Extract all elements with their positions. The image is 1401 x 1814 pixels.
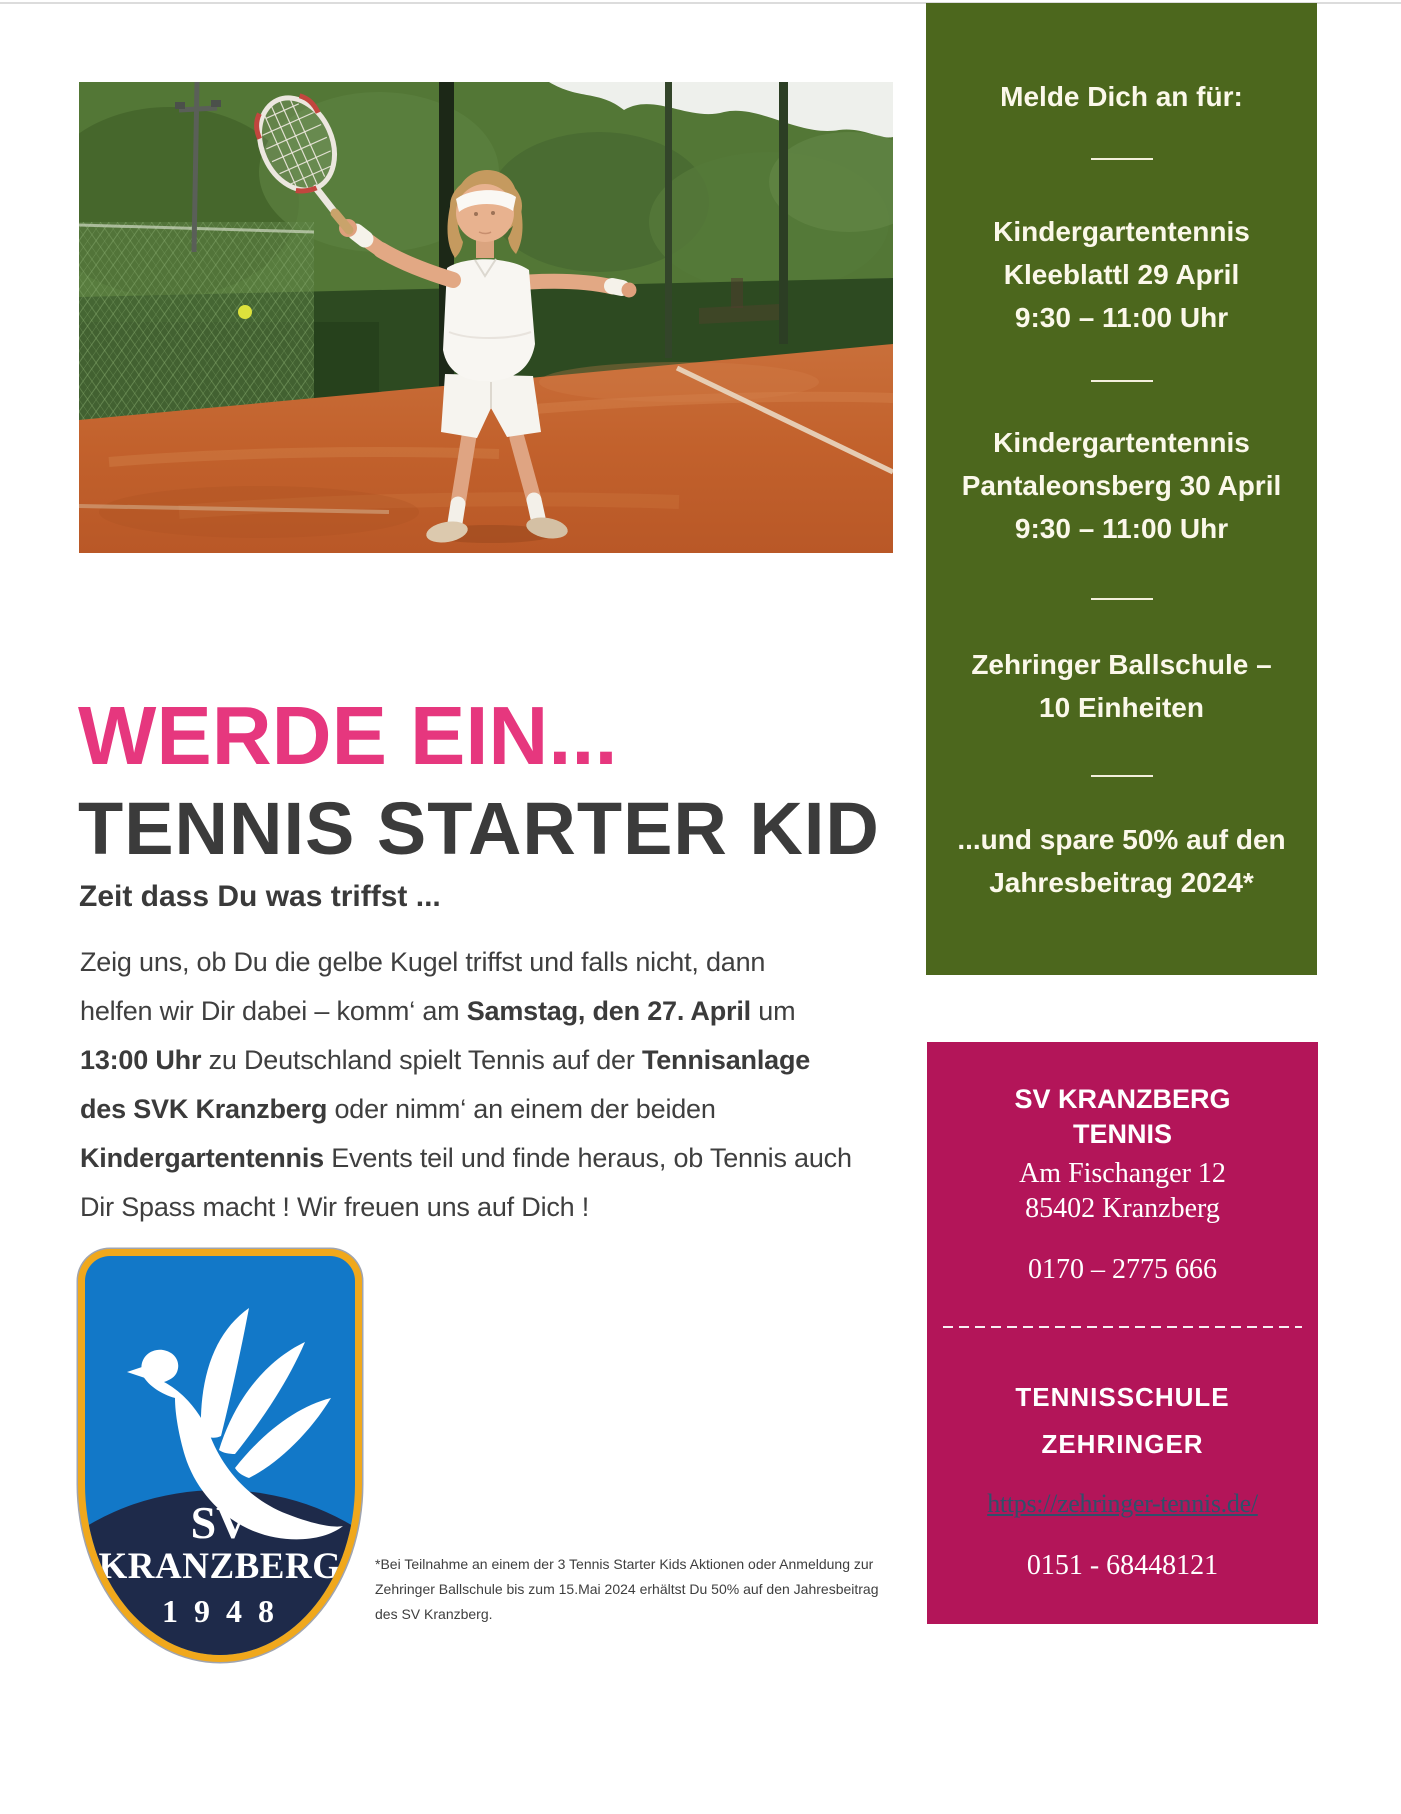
address-line2: 85402 Kranzberg <box>1025 1193 1220 1224</box>
intro-bold-segment: Kindergartentennis <box>80 1143 324 1173</box>
intro-segment: Events teil und finde heraus, ob Tennis auch <box>323 1143 852 1173</box>
contact-panel <box>927 1042 1318 1624</box>
dashed-divider <box>943 1326 1302 1328</box>
footnote-line: des SV Kranzberg. <box>375 1606 493 1622</box>
school-name-line2: ZEHRINGER <box>1041 1429 1204 1459</box>
tennis-kid-photo <box>79 82 893 553</box>
signup-sidebar <box>926 3 1317 975</box>
tennis-kid-photo-illustration <box>79 82 893 553</box>
intro-line <box>80 987 852 1036</box>
sidebar-divider <box>1091 775 1153 777</box>
intro-segment: Dir Spass macht ! Wir freuen uns auf Dich ! <box>80 1192 590 1222</box>
sidebar-divider <box>1091 158 1153 160</box>
sidebar-entry <box>926 421 1317 550</box>
website-link-row <box>927 1489 1318 1519</box>
intro-segment: helfen wir Dir dabei – komm‘ am <box>80 996 467 1026</box>
sidebar-entry <box>926 643 1317 729</box>
footnote <box>375 1552 879 1627</box>
sidebar-entry-line: 10 Einheiten <box>1039 692 1204 723</box>
footnote-line: *Bei Teilnahme an einem der 3 Tennis Starter Kids Aktionen oder Anmeldung zur <box>375 1556 874 1572</box>
phone-number-2: 0151 - 68448121 <box>1026 1550 1219 1581</box>
intro-line <box>80 938 852 987</box>
logo-year: 1 9 4 8 <box>162 1593 278 1629</box>
club-logo <box>78 1249 362 1662</box>
intro-paragraph <box>80 938 852 1232</box>
intro-bold-segment: des SVK Kranzberg <box>80 1094 328 1124</box>
logo-abbrev: SV <box>190 1497 250 1548</box>
intro-bold-segment: 13:00 Uhr <box>80 1045 202 1075</box>
intro-line <box>80 1134 852 1183</box>
logo-club-name: KRANZBERG <box>98 1546 342 1587</box>
school-name-line1: TENNISSCHULE <box>1015 1382 1230 1412</box>
intro-segment: Zeig uns, ob Du die gelbe Kugel triffst und falls nicht, dann <box>80 947 766 977</box>
sidebar-entry-line: Kindergartentennis <box>993 427 1250 458</box>
intro-bold-segment: Tennisanlage <box>641 1045 811 1075</box>
sidebar-divider <box>1091 380 1153 382</box>
page-title-pink: WERDE EIN... <box>78 689 618 782</box>
intro-line <box>80 1085 852 1134</box>
sidebar-entry-line: 9:30 – 11:00 Uhr <box>1014 513 1229 544</box>
page-title-dark: TENNIS STARTER KID <box>78 787 880 870</box>
sidebar-entry-line: Jahresbeitrag 2024* <box>989 867 1254 898</box>
sidebar-title: Melde Dich an für: <box>1000 81 1243 112</box>
club-name-line2: TENNIS <box>1072 1119 1172 1149</box>
address-line1: Am Fischanger 12 <box>1019 1158 1226 1189</box>
sidebar-entry-line: 9:30 – 11:00 Uhr <box>1014 302 1229 333</box>
sidebar-entry-line: Pantaleonsberg 30 April <box>961 470 1282 501</box>
intro-segment: um <box>750 996 796 1026</box>
swan-icon <box>85 1256 355 1655</box>
logo-shield <box>78 1249 362 1662</box>
sidebar-entry-line: Kindergartentennis <box>993 216 1250 247</box>
tennis-ball <box>238 305 252 319</box>
intro-segment: oder nimm‘ an einem der beiden <box>327 1094 716 1124</box>
intro-line <box>80 1183 852 1232</box>
sidebar-divider <box>1091 598 1153 600</box>
sidebar-entry-line: ...und spare 50% auf den <box>957 824 1286 855</box>
footnote-line: Zehringer Ballschule bis zum 15.Mai 2024 erhältst Du 50% auf den Jahresbeitrag <box>375 1581 879 1597</box>
intro-line <box>80 1036 852 1085</box>
phone-number-1: 0170 – 2775 666 <box>1028 1254 1217 1285</box>
club-name-line1: SV KRANZBERG <box>1014 1084 1231 1114</box>
sidebar-entry <box>926 818 1317 904</box>
website-link[interactable]: https://zehringer-tennis.de/ <box>987 1489 1258 1518</box>
sidebar-entry-line: Kleeblattl 29 April <box>1003 259 1240 290</box>
sidebar-entry-line: Zehringer Ballschule – <box>971 649 1272 680</box>
sidebar-entry <box>926 210 1317 339</box>
subtitle: Zeit dass Du was triffst ... <box>79 880 441 913</box>
intro-segment: zu Deutschland spielt Tennis auf der <box>201 1045 642 1075</box>
intro-bold-segment: Samstag, den 27. April <box>466 996 751 1026</box>
